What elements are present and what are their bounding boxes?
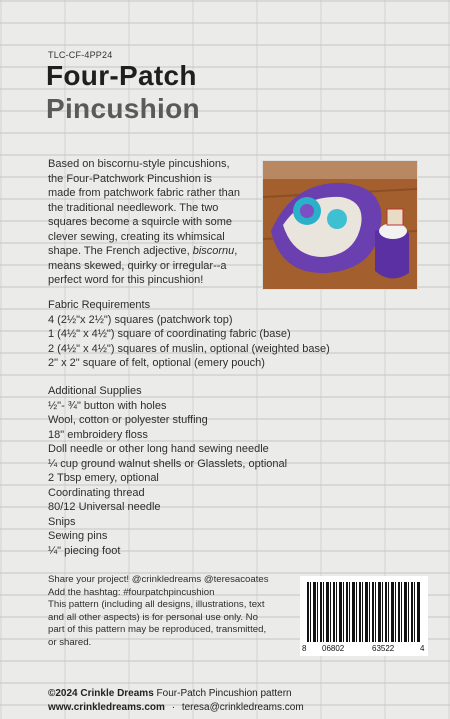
share-notice (48, 574, 293, 650)
pattern-code: TLC-CF-4PP24 (48, 50, 113, 60)
share-line: Share your project! @crinkledreams @teresacoates (48, 574, 269, 585)
intro-line: squares become a squircle with some (48, 216, 233, 228)
barcode-digit: 4 (420, 644, 425, 653)
fabric-item: 2 (4½" x 4½") squares of muslin, optional (weighted base) (48, 342, 330, 355)
intro-line: Based on biscornu-style pincushions, (48, 158, 230, 170)
share-line: This pattern (including all designs, illustrations, text (48, 599, 265, 611)
share-line: and all other aspects) is for personal use only. No (48, 611, 258, 623)
supplies-heading: Additional Supplies (48, 385, 142, 397)
barcode-digit: 8 (302, 644, 307, 653)
supply-item: ½"- ¾" button with holes (48, 399, 167, 412)
supply-item: ¼ cup ground walnut shells or Glasslets, optional (48, 457, 288, 470)
share-line: part of this pattern may be reproduced, transmitted, (48, 624, 267, 636)
supply-item: Doll needle or other long hand sewing needle (48, 443, 269, 455)
intro-line: shape. The French adjective, biscornu, (48, 245, 238, 257)
pattern-name: Four-Patch Pincushion pattern (156, 688, 292, 699)
intro-paragraph (48, 157, 253, 288)
supply-item: 2 Tbsp emery, optional (48, 472, 159, 484)
barcode (300, 576, 428, 656)
supply-item: Sewing pins (48, 530, 108, 542)
supply-item: Coordinating thread (48, 486, 145, 499)
title-line-2: Pincushion (46, 93, 200, 124)
fabric-item: 4 (2½"x 2½") squares (patchwork top) (48, 313, 233, 326)
share-line: Add the hashtag: #fourpatchpincushion (48, 586, 215, 598)
fabric-item: 1 (4½" x 4½") square of coordinating fabric (base) (48, 328, 291, 340)
share-line: or shared. (48, 636, 92, 648)
intro-line: made from patchwork fabric rather than (48, 187, 240, 199)
footer-separator: · (171, 702, 176, 713)
title-line-1: Four-Patch (46, 60, 197, 91)
supply-item: ¼" piecing foot (48, 544, 121, 557)
footer-copyright-line (48, 688, 292, 699)
intro-line: the Four-Patchwork Pincushion is (48, 172, 212, 185)
intro-line: means skewed, quirky or irregular--a (48, 259, 227, 272)
supply-item: 18" embroidery floss (48, 428, 148, 441)
email-link[interactable]: teresa@crinkledreams.com (181, 702, 304, 713)
intro-line: clever sewing, creating its whimsical (48, 230, 225, 243)
footer-contact-line (48, 702, 304, 713)
website-link[interactable]: www.crinkledreams.com (48, 702, 165, 713)
barcode-digit: 63522 (372, 644, 395, 653)
supply-item: Snips (48, 515, 76, 528)
fabric-item: 2" x 2" square of felt, optional (emery pouch) (48, 357, 265, 369)
fabric-heading: Fabric Requirements (48, 299, 151, 311)
pincushion-photo (262, 160, 418, 290)
copyright: ©2024 Crinkle Dreams (48, 688, 154, 699)
fabric-requirements (48, 298, 368, 371)
supply-item: 80/12 Universal needle (48, 501, 161, 513)
barcode-digit: 06802 (322, 644, 345, 653)
intro-line: perfect word for this pincushion! (48, 274, 204, 286)
intro-line: the traditional needlework. The two (48, 201, 219, 214)
supply-item: Wool, cotton or polyester stuffing (48, 414, 208, 426)
additional-supplies (48, 384, 328, 558)
pincushion-illustration (263, 161, 417, 289)
barcode-bars (307, 582, 421, 642)
